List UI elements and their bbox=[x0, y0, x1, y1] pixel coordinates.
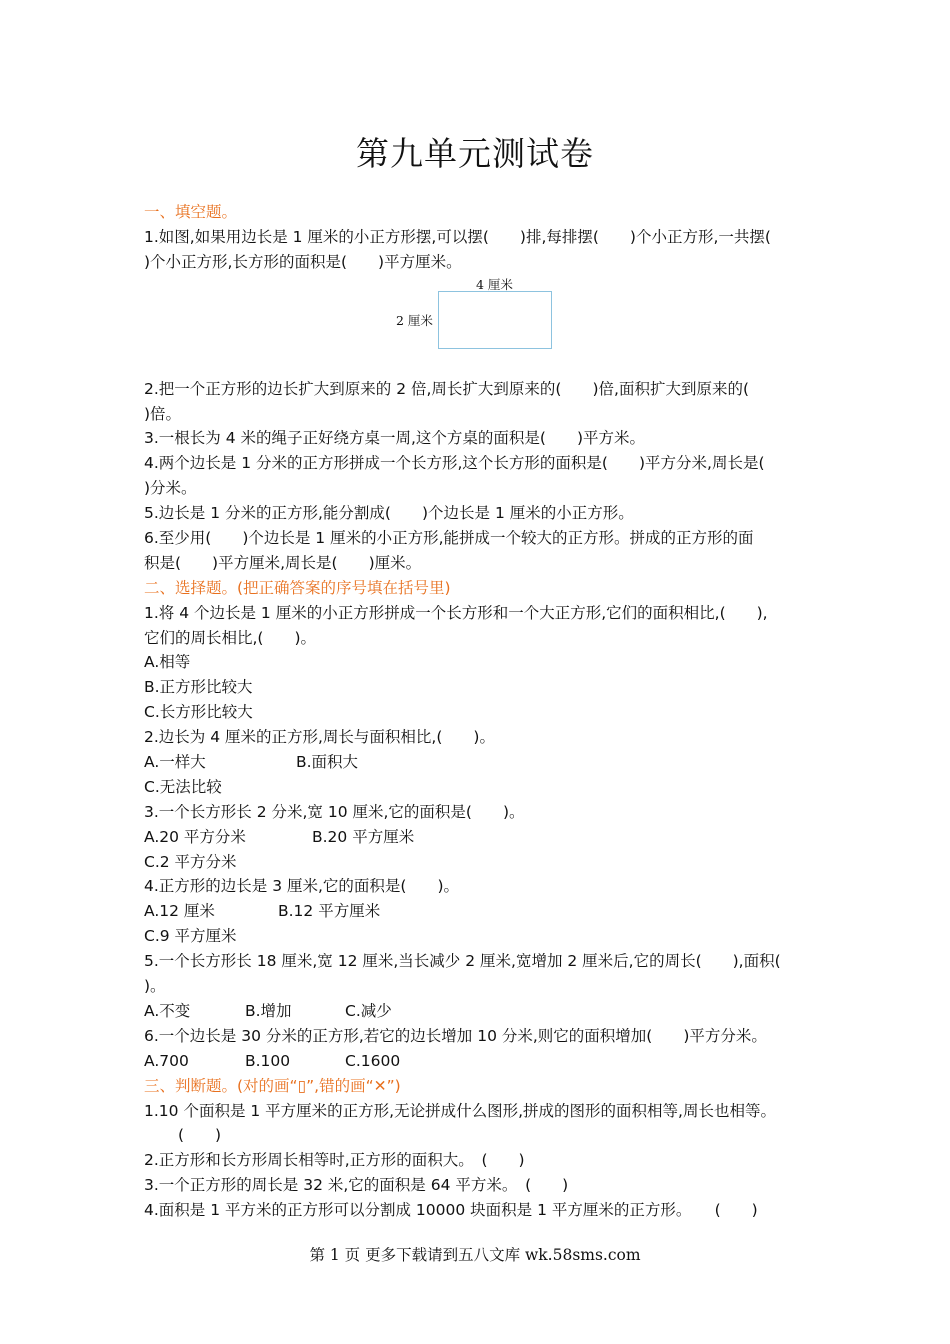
choice-q1-line1: 1.将 4 个边长是 1 厘米的小正方形拼成一个长方形和一个大正方形,它们的面积相比,( ), bbox=[144, 603, 768, 622]
choice-q5-option-a: A.不变 bbox=[144, 1001, 191, 1020]
section-choice-header: 二、选择题。(把正确答案的序号填在括号里) bbox=[144, 578, 451, 597]
choice-q2-option-b: B.面积大 bbox=[296, 753, 359, 772]
choice-q2: 2.边长为 4 厘米的正方形,周长与面积相比,( )。 bbox=[144, 728, 495, 747]
figure-width-label: 2 厘米 bbox=[396, 312, 433, 328]
choice-q4-option-c: C.9 平方厘米 bbox=[144, 927, 237, 946]
fill-q2-line2: )倍。 bbox=[144, 404, 182, 423]
choice-q4-option-a: A.12 厘米 bbox=[144, 902, 215, 921]
fill-q1-line1: 1.如图,如果用边长是 1 厘米的小正方形摆,可以摆( )排,每排摆( )个小正方形,一共摆( bbox=[144, 227, 771, 246]
fill-q4-line1: 4.两个边长是 1 分米的正方形拼成一个长方形,这个长方形的面积是( )平方分米,周长是( bbox=[144, 454, 765, 473]
fill-q1-line2: )个小正方形,长方形的面积是( )平方厘米。 bbox=[144, 252, 462, 271]
choice-q4-option-b: B.12 平方厘米 bbox=[278, 902, 381, 921]
page-footer: 第 1 页 更多下载请到五八文库 wk.58sms.com bbox=[309, 1246, 641, 1264]
choice-q1-option-a: A.相等 bbox=[144, 653, 191, 672]
choice-q1-line2: 它们的周长相比,( )。 bbox=[144, 628, 317, 647]
choice-q4: 4.正方形的边长是 3 厘米,它的面积是( )。 bbox=[144, 877, 460, 896]
fill-q6-line2: 积是( )平方厘米,周长是( )厘米。 bbox=[144, 553, 422, 572]
fill-q6-line1: 6.至少用( )个边长是 1 厘米的小正方形,能拼成一个较大的正方形。拼成的正方形的面 bbox=[144, 529, 754, 548]
choice-q3: 3.一个长方形长 2 分米,宽 10 厘米,它的面积是( )。 bbox=[144, 802, 525, 821]
choice-q6-options bbox=[144, 1049, 824, 1074]
judge-q3: 3.一个正方形的周长是 32 米,它的面积是 64 平方米。 ( ) bbox=[144, 1176, 569, 1195]
worksheet-content bbox=[144, 200, 824, 1223]
choice-q5-options bbox=[144, 999, 824, 1024]
choice-q5-line2: )。 bbox=[144, 977, 166, 996]
choice-q2-option-c: C.无法比较 bbox=[144, 777, 222, 796]
choice-q6: 6.一个边长是 30 分米的正方形,若它的边长增加 10 分米,则它的面积增加( )平方分米。 bbox=[144, 1026, 767, 1045]
choice-q3-option-c: C.2 平方分米 bbox=[144, 852, 237, 871]
fill-q5: 5.边长是 1 分米的正方形,能分割成( )个边长是 1 厘米的小正方形。 bbox=[144, 504, 634, 523]
judge-q4: 4.面积是 1 平方米的正方形可以分割成 10000 块面积是 1 平方厘米的正方形。 ( ) bbox=[144, 1201, 758, 1220]
choice-q6-option-a: A.700 bbox=[144, 1051, 189, 1070]
choice-q1-option-c: C.长方形比较大 bbox=[144, 703, 253, 722]
judge-q1-line2: ( ) bbox=[178, 1126, 222, 1145]
choice-q4-options bbox=[144, 899, 824, 924]
fill-q2-line1: 2.把一个正方形的边长扩大到原来的 2 倍,周长扩大到原来的( )倍,面积扩大到原来的( bbox=[144, 379, 750, 398]
fill-q4-line2: )分米。 bbox=[144, 479, 197, 498]
judge-q1-line1: 1.10 个面积是 1 平方厘米的正方形,无论拼成什么图形,拼成的图形的面积相等,周长也相等。 bbox=[144, 1101, 776, 1120]
choice-q6-option-c: C.1600 bbox=[345, 1051, 401, 1070]
choice-q2-option-a: A.一样大 bbox=[144, 753, 206, 772]
figure-length-label: 4 厘米 bbox=[476, 276, 513, 292]
rectangle-figure bbox=[144, 275, 824, 377]
choice-q5-option-c: C.减少 bbox=[345, 1001, 392, 1020]
section-fill-header: 一、填空题。 bbox=[144, 203, 238, 221]
choice-q5-option-b: B.增加 bbox=[245, 1001, 292, 1020]
choice-q6-option-b: B.100 bbox=[245, 1051, 291, 1070]
choice-q3-option-b: B.20 平方厘米 bbox=[312, 827, 415, 846]
page-title: 第九单元测试卷 bbox=[356, 134, 594, 173]
fill-q3: 3.一根长为 4 米的绳子正好绕方桌一周,这个方桌的面积是( )平方米。 bbox=[144, 429, 646, 448]
choice-q5-line1: 5.一个长方形长 18 厘米,宽 12 厘米,当长减少 2 厘米,宽增加 2 厘米后,它的周长( ),面积( bbox=[144, 952, 781, 971]
section-judge-header: 三、判断题。(对的画“▯”,错的画“✕”) bbox=[144, 1076, 401, 1095]
choice-q1-option-b: B.正方形比较大 bbox=[144, 678, 253, 697]
judge-q2: 2.正方形和长方形周长相等时,正方形的面积大。 ( ) bbox=[144, 1151, 525, 1170]
figure-rectangle bbox=[438, 291, 552, 349]
choice-q2-options bbox=[144, 750, 824, 775]
choice-q3-option-a: A.20 平方分米 bbox=[144, 827, 246, 846]
choice-q3-options bbox=[144, 825, 824, 850]
